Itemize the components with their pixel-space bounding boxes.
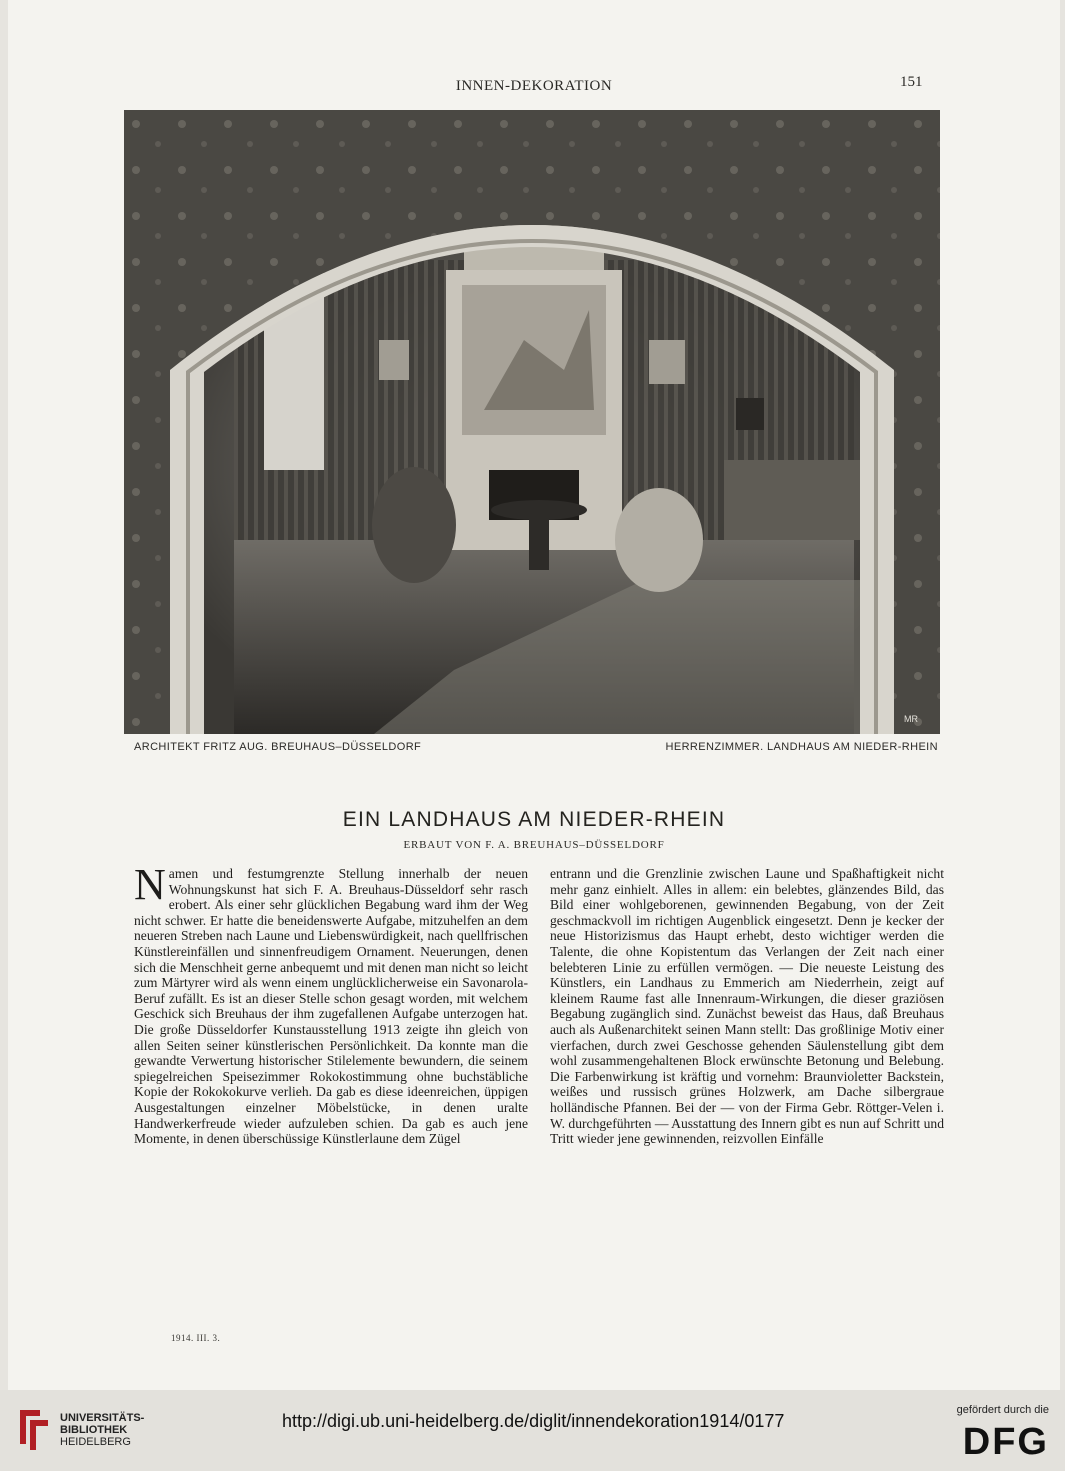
viewer-footer [0, 1390, 1065, 1471]
photo-monogram: MR [904, 714, 918, 724]
library-name-line1: UNIVERSITÄTS- [60, 1412, 145, 1424]
library-name [60, 1412, 144, 1448]
column-right-text: entrann und die Grenzlinie zwischen Laune und Spaßhaftigkeit nicht mehr ganz einhielt. Alles in allem: ein belebtes, glänzendes Bild, das Bild einer wohlgeborenen, gewinnenden Begabung, von der Zeit geschmackvoll im richtigen Augenblick eingesetzt. Denn je kecker der neue Historizismus das Haupt erhebt, desto wichtiger werden die Talente, die ohne Kopistentum das Verlangen der Zeit nach einer belebteren Linie zu erfüllen vermögen. — Die neueste Leistung des Künstlers, ein Landhaus zu Emmerich am Niederrhein, zeigt auf kleinem Raume fast alle Innenraum-Wirkungen, die dieser graziösen Begabung zugänglich sind. Zunächst beweist das Haus, daß Breuhaus auch als Außenarchitekt seinen Mann stellt: Das großlinige Motiv einer vierfachen, durch zwei Geschosse gehenden Säulenstellung gibt dem wohl zusammengehaltenen Block erwünschte Betonung und Belebung. Die Farbenwirkung ist kräftig und vornehm: Braunvioletter Backstein, weißes und russisch grünes Holzwerk, am Dache silbergraue holländische Pfannen. Bei der — von der Firma Gebr. Röttger-Velen i. W. durchgeführten — Ausstattung des Innern gibt es nun auf Schritt und Tritt wieder jene gewinnenden, reizvollen Einfälle [550, 866, 944, 1147]
page-number: 151 [900, 74, 923, 90]
library-logo-icon [14, 1404, 54, 1454]
dfg-logo: DFG [962, 1421, 1049, 1463]
library-name-line2: BIBLIOTHEK [60, 1424, 128, 1436]
permalink[interactable]: http://digi.ub.uni-heidelberg.de/diglit/innendekoration1914/0177 [282, 1411, 785, 1431]
caption-room: HERRENZIMMER. LANDHAUS AM NIEDER-RHEIN [665, 741, 938, 753]
interior-photograph [124, 110, 940, 734]
text-column-right [550, 866, 944, 1147]
document-page [8, 0, 1060, 1390]
running-head: INNEN-DEKORATION [455, 78, 613, 94]
photo-illustration [124, 110, 940, 734]
drop-cap: N [134, 860, 166, 909]
article-subtitle: ERBAUT VON F. A. BREUHAUS–DÜSSELDORF [403, 839, 665, 851]
caption-architect: ARCHITEKT FRITZ AUG. BREUHAUS–DÜSSELDORF [134, 741, 422, 753]
signature-mark: 1914. III. 3. [171, 1333, 221, 1343]
article-title: EIN LANDHAUS AM NIEDER-RHEIN [342, 808, 726, 831]
text-column-left [134, 860, 528, 1147]
library-name-line3: HEIDELBERG [60, 1436, 131, 1448]
column-left-text: amen und festumgrenzte Stellung innerhalb der neuen Wohnungskunst hat sich F. A. Breuhaus-Düsseldorf sehr rasch erobert. Als einer sehr glücklichen Begabung ward ihm der Weg nicht schwer. Er hatte die beneidenswerte Aufgabe, mitzuhelfen an dem neueren Streben nach Laune und Liebenswürdigkeit, nach quellfrischen Künstlereinfällen und sinnenfreudigem Ornament. Neuerungen, denen sich die Menschheit gerne anbequemt und mit denen man nicht so leicht zum Märtyrer wird als wenn einem unglücklicherweise ein Savonarola-Beruf zufällt. Es ist an dieser Stelle schon gesagt worden, mit welchem Geschick sich Breuhaus der ihm zugefallenen Aufgabe unterzogen hat. Die große Düsseldorfer Kunstausstellung 1913 zeigte ihn gleich von allen Seiten seiner künstlerischen Persönlichkeit. Da konnte man die gewandte Verwertung historischer Stilelemente bewundern, die seinem spiegelreichen Speisezimmer Rokokostimmung ohne buchstäbliche Kopie der Rokokokurve verlieh. Da gab es diese ideenreichen, üppigen Ausgestaltungen einzelner Möbelstücke, in denen uralte Handwerkerfreude wieder aufzuleben schien. Da gab es auch jene Momente, in denen überschüssige Künstlerlaune dem Zügel [134, 866, 528, 1147]
funding-label: gefördert durch die [956, 1404, 1049, 1416]
